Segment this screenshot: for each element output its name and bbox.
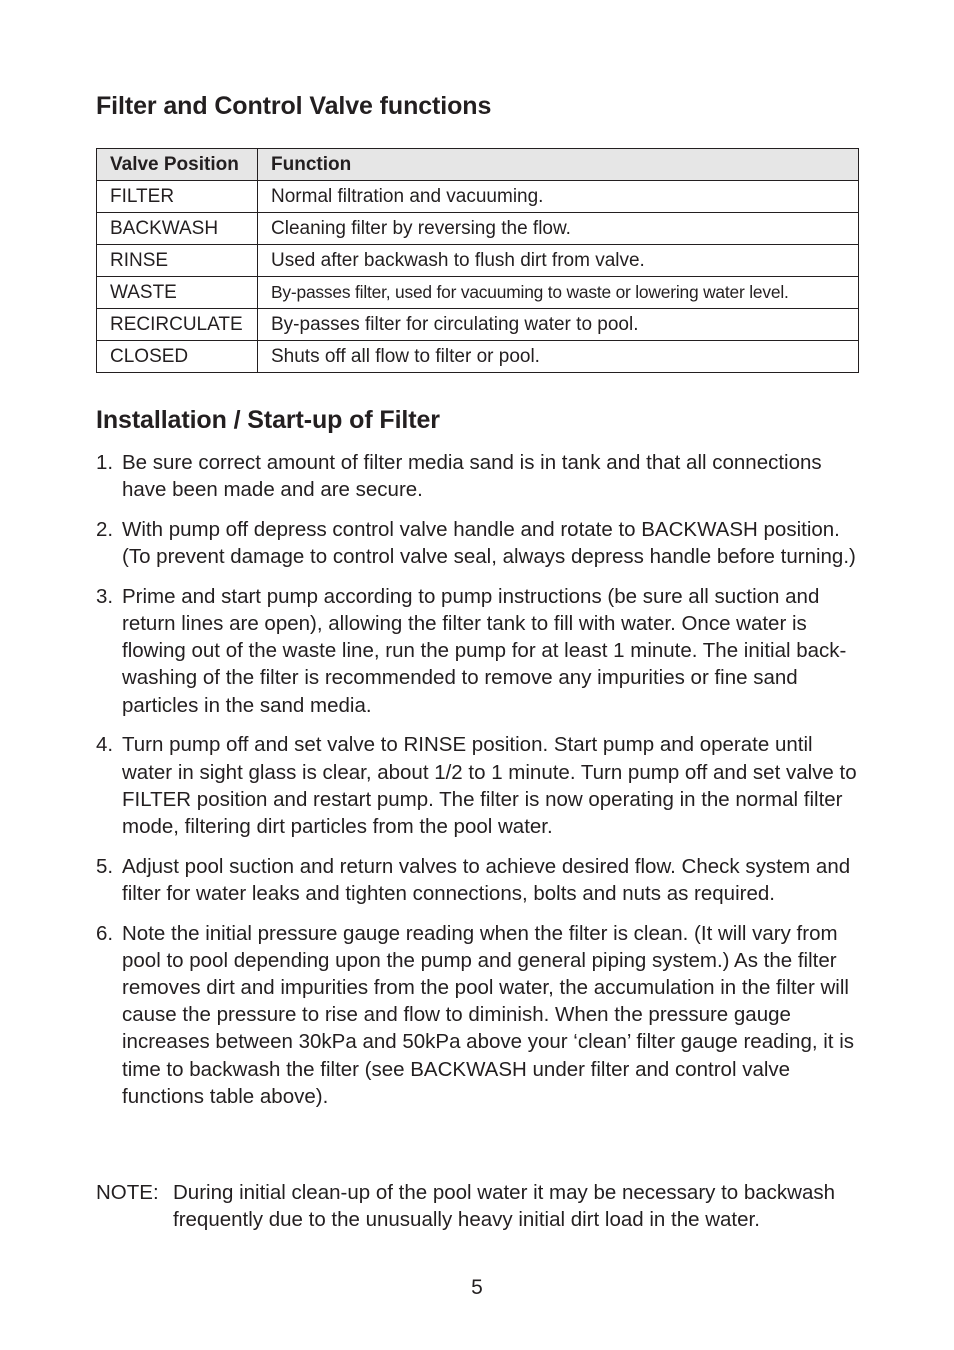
table-row <box>97 181 859 213</box>
step-number: 5. <box>96 854 114 878</box>
table-row <box>97 277 859 309</box>
step-number: 1. <box>96 451 114 474</box>
table-row <box>97 213 859 245</box>
valve-position-cell: RINSE <box>97 245 258 277</box>
table-row <box>97 341 859 373</box>
step-text: Prime and start pump according to pump instructions (be sure all suction and return lines are open), allowing the filter tank to fill with water. Once water is flowing out of the waste line, run the pump for at least 1 minute. The initial back-washing of the filter is recommended to remove any impurities or fine sand particles in the sand media. <box>122 584 847 717</box>
list-item <box>96 583 859 719</box>
valve-position-cell: BACKWASH <box>97 213 258 245</box>
note-block <box>96 1179 859 1233</box>
list-item <box>96 516 859 570</box>
note-text: During initial clean-up of the pool water it may be necessary to backwash frequently due to the unusually heavy initial dirt load in the water. <box>173 1181 836 1232</box>
function-cell: Used after backwash to flush dirt from valve. <box>258 245 859 277</box>
section-title-valve-functions: Filter and Control Valve functions <box>96 92 492 120</box>
header-function: Function <box>258 149 859 181</box>
page-number: 5 <box>471 1276 483 1299</box>
function-cell: Shuts off all flow to filter or pool. <box>258 341 859 373</box>
list-item <box>96 920 859 1110</box>
header-valve-position: Valve Position <box>97 149 258 181</box>
step-number: 3. <box>96 584 114 608</box>
table-row <box>97 245 859 277</box>
step-number: 2. <box>96 517 114 541</box>
valve-position-cell: RECIRCULATE <box>97 309 258 341</box>
function-cell: By-passes filter for circulating water to pool. <box>258 309 859 341</box>
step-number: 4. <box>96 733 114 757</box>
function-cell: Cleaning filter by reversing the flow. <box>258 213 859 245</box>
step-number: 6. <box>96 921 114 945</box>
valve-functions-table <box>96 148 859 373</box>
step-text: Be sure correct amount of filter media sand is in tank and that all connections have been made and are secure. <box>122 451 822 502</box>
step-text: Note the initial pressure gauge reading when the filter is clean. (It will vary from pool to pool depending upon the pump and general piping system.) As the filter removes dirt and impurities from the pool water, the accumulation in the filter will cause the pressure to rise and flow to diminish. When the pressure gauge increases between 30kPa and 50kPa above your ‘clean’ filter gauge reading, it is time to backwash the filter (see BACKWASH under filter and control valve functions table above). <box>122 921 855 1108</box>
step-text: Turn pump off and set valve to RINSE position. Start pump and operate until water in sight glass is clear, about 1/2 to 1 minute. Turn pump off and set valve to FILTER position and restart pump. The filter is now operating in the normal filter mode, filtering dirt particles from the pool water. <box>122 733 857 838</box>
table-row <box>97 309 859 341</box>
list-item <box>96 731 859 840</box>
note-label: NOTE: <box>96 1181 159 1204</box>
valve-position-cell: FILTER <box>97 181 258 213</box>
installation-steps-list <box>96 449 859 1122</box>
valve-position-cell: WASTE <box>97 277 258 309</box>
table-header-row <box>97 149 859 181</box>
valve-position-cell: CLOSED <box>97 341 258 373</box>
list-item <box>96 853 859 907</box>
section-title-installation: Installation / Start-up of Filter <box>96 406 440 434</box>
list-item <box>96 449 859 503</box>
function-cell: Normal filtration and vacuuming. <box>258 181 859 213</box>
step-text: Adjust pool suction and return valves to achieve desired flow. Check system and filter for water leaks and tighten connections, bolts and nuts as required. <box>122 854 851 905</box>
function-cell: By-passes filter, used for vacuuming to waste or lowering water level. <box>258 277 859 309</box>
step-text: With pump off depress control valve handle and rotate to BACKWASH position. (To prevent damage to control valve seal, always depress handle before turning.) <box>122 517 856 569</box>
